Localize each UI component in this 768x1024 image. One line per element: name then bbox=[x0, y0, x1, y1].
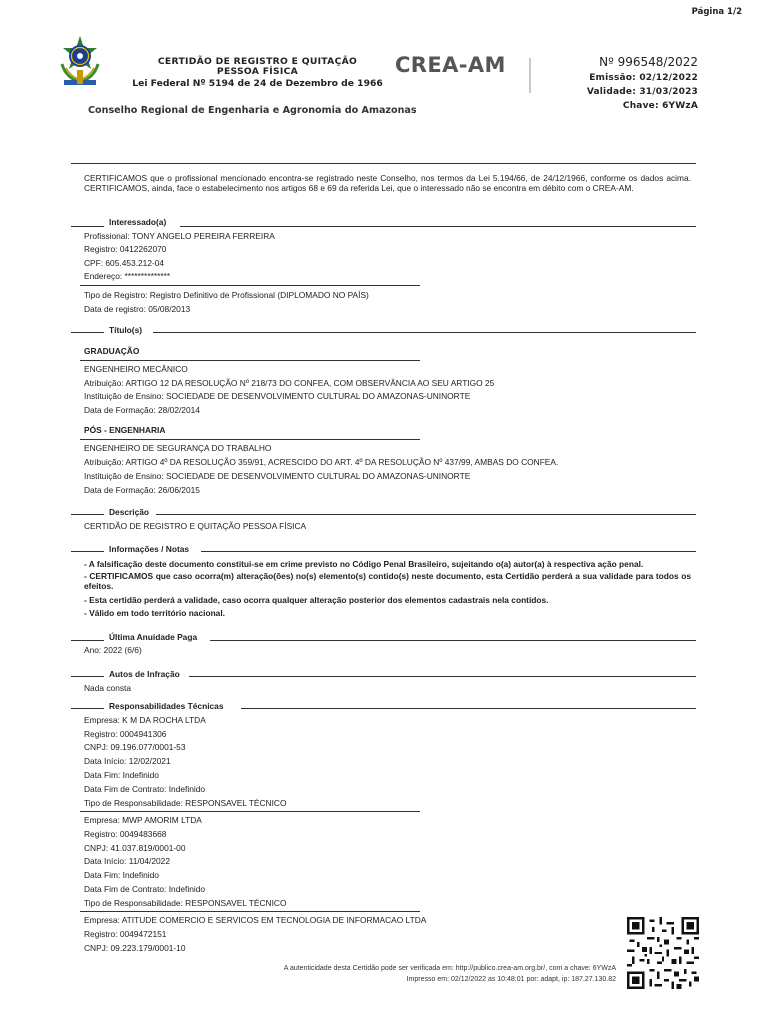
graduacao-instituicao: Instituição de Ensino: SOCIEDADE DE DESENVOLVIMENTO CULTURAL DO AMAZONAS-UNINORTE bbox=[84, 391, 471, 401]
section-notas-label: Informações / Notas bbox=[109, 544, 190, 554]
nota-2: - CERTIFICAMOS que caso ocorra(m) alteração(ões) no(s) elemento(s) contido(s) neste documento, esta Certidão perderá a sua validade para todos os efeitos. bbox=[84, 571, 691, 591]
divider bbox=[71, 640, 104, 641]
empresa-3: Empresa: ATITUDE COMERCIO E SERVICOS EM TECNOLOGIA DE INFORMACAO LTDA bbox=[84, 915, 427, 925]
divider bbox=[210, 640, 696, 641]
divider bbox=[180, 226, 696, 227]
page-number: Página 1/2 bbox=[691, 7, 742, 17]
empresa-1-fim: Data Fim: Indefinido bbox=[84, 770, 159, 780]
graduacao-atribuicao: Atribuição: ARTIGO 12 DA RESOLUÇÃO Nº 218/73 DO CONFEA, COM OBSERVÂNCIA AO SEU ARTIGO 25 bbox=[84, 378, 495, 388]
empresa-2-fim-contrato: Data Fim de Contrato: Indefinido bbox=[84, 884, 206, 894]
empresa-2: Empresa: MWP AMORIM LTDA bbox=[84, 815, 202, 825]
divider bbox=[71, 708, 104, 709]
empresa-1-cnpj: CNPJ: 09.196.077/0001-53 bbox=[84, 742, 186, 752]
divider bbox=[156, 514, 696, 515]
graduacao-titulo: ENGENHEIRO MECÂNICO bbox=[84, 364, 188, 374]
divider bbox=[201, 551, 696, 552]
nota-3: - Esta certidão perderá a validade, caso ocorra qualquer alteração posterior dos elementos cadastrais nela contidos. bbox=[84, 595, 549, 605]
divider bbox=[189, 676, 696, 677]
qr-code-icon[interactable] bbox=[627, 917, 699, 989]
divider bbox=[153, 332, 696, 333]
anuidade-ano: Ano: 2022 (6/6) bbox=[84, 645, 142, 655]
empresa-3-cnpj: CNPJ: 09.223.179/0001-10 bbox=[84, 943, 186, 953]
divider bbox=[71, 163, 696, 164]
validity-date: Validade: 31/03/2023 bbox=[586, 87, 698, 97]
descricao-text: CERTIDÃO DE REGISTRO E QUITAÇÃO PESSOA FÍSICA bbox=[84, 521, 307, 531]
empresa-1: Empresa: K M DA ROCHA LTDA bbox=[84, 715, 206, 725]
empresa-1-registro: Registro: 0004941306 bbox=[84, 729, 167, 739]
divider bbox=[80, 439, 420, 440]
emission-date: Emissão: 02/12/2022 bbox=[589, 73, 698, 83]
authenticity-note: A autenticidade desta Certidão pode ser verificada em: http://publico.crea-am.org.br/, com a chave: 6YWzA bbox=[283, 965, 616, 972]
empresa-1-fim-contrato: Data Fim de Contrato: Indefinido bbox=[84, 784, 206, 794]
certificate-meta bbox=[587, 71, 698, 113]
empresa-2-cnpj: CNPJ: 41.037.819/0001-00 bbox=[84, 843, 186, 853]
data-registro: Data de registro: 05/08/2013 bbox=[84, 304, 191, 314]
nota-4: - Válido em todo território nacional. bbox=[84, 608, 225, 618]
graduacao-data: Data de Formação: 28/02/2014 bbox=[84, 405, 200, 415]
empresa-2-inicio: Data Início: 11/04/2022 bbox=[84, 856, 170, 866]
pos-data: Data de Formação: 26/06/2015 bbox=[84, 485, 200, 495]
law-reference: Lei Federal Nº 5194 de 24 de Dezembro de 1966 bbox=[132, 78, 383, 89]
certificate-title: CERTIDÃO DE REGISTRO E QUITAÇÃO PESSOA FÍSICA bbox=[157, 56, 358, 77]
header-divider bbox=[529, 58, 531, 93]
pos-titulo: ENGENHEIRO DE SEGURANÇA DO TRABALHO bbox=[84, 443, 272, 453]
empresa-1-tipo: Tipo de Responsabilidade: RESPONSAVEL TÉCNICO bbox=[84, 798, 287, 808]
section-titulos-label: Título(s) bbox=[109, 325, 143, 335]
divider bbox=[71, 551, 104, 552]
divider bbox=[80, 911, 420, 912]
printed-info: Impresso em: 02/12/2022 as 10:48:01 por: adapt, ip: 187.27.130.82 bbox=[406, 976, 616, 983]
divider bbox=[71, 226, 104, 227]
profissional: Profissional: TONY ANGELO PEREIRA FERREIRA bbox=[84, 231, 275, 241]
section-responsabilidades-label: Responsabilidades Técnicas bbox=[109, 701, 224, 711]
section-autos-label: Autos de Infração bbox=[109, 669, 180, 679]
divider bbox=[80, 811, 420, 812]
tipo-registro: Tipo de Registro: Registro Definitivo de Profissional (DIPLOMADO NO PAÍS) bbox=[84, 290, 369, 300]
endereco: Endereço: ************** bbox=[84, 271, 171, 281]
brand-title: CREA-AM bbox=[395, 53, 506, 77]
brazil-coat-of-arms-icon bbox=[56, 34, 104, 90]
registro: Registro: 0412262070 bbox=[84, 244, 167, 254]
divider bbox=[71, 332, 104, 333]
pos-heading: PÓS - ENGENHARIA bbox=[84, 425, 166, 435]
section-descricao-label: Descrição bbox=[109, 507, 150, 517]
divider bbox=[241, 708, 696, 709]
graduacao-heading: GRADUAÇÃO bbox=[84, 346, 140, 356]
cpf: CPF: 605.453.212-04 bbox=[84, 258, 165, 268]
certificate-number: Nº 996548/2022 bbox=[599, 55, 698, 69]
divider bbox=[80, 360, 420, 361]
pos-instituicao: Instituição de Ensino: SOCIEDADE DE DESENVOLVIMENTO CULTURAL DO AMAZONAS-UNINORTE bbox=[84, 471, 471, 481]
divider bbox=[80, 285, 420, 286]
empresa-2-fim: Data Fim: Indefinido bbox=[84, 870, 159, 880]
empresa-3-registro: Registro: 0049472151 bbox=[84, 929, 167, 939]
intro-text: CERTIFICAMOS que o profissional mencionado encontra-se registrado neste Conselho, nos termos da Lei 5.194/66, de 24/12/1966, conforme os dados acima. CERTIFICAMOS, ainda, face o estabelecimento nos artigos 68 e 69 da referida Lei, que o interessado não se encontra em débito com o CREA-AM. bbox=[84, 173, 691, 193]
divider bbox=[71, 514, 104, 515]
empresa-2-tipo: Tipo de Responsabilidade: RESPONSAVEL TÉCNICO bbox=[84, 898, 287, 908]
divider bbox=[71, 676, 104, 677]
empresa-1-inicio: Data Início: 12/02/2021 bbox=[84, 756, 171, 766]
pos-atribuicao: Atribuição: ARTIGO 4º DA RESOLUÇÃO 359/91, ACRESCIDO DO ART. 4º DA RESOLUÇÃO Nº 437/99, AMBAS DO CONFEA. bbox=[84, 457, 559, 467]
verification-key: Chave: 6YWzA bbox=[622, 101, 698, 111]
council-name: Conselho Regional de Engenharia e Agronomia do Amazonas bbox=[88, 105, 417, 116]
section-interessado-label: Interessado(a) bbox=[109, 217, 167, 227]
nota-1: - A falsificação deste documento constitui-se em crime previsto no Código Penal Brasileiro, sujeitando o(a) autor(a) à respectiva ação penal. bbox=[84, 559, 644, 569]
autos-text: Nada consta bbox=[84, 683, 132, 693]
section-anuidade-label: Última Anuidade Paga bbox=[109, 632, 198, 642]
empresa-2-registro: Registro: 0049483668 bbox=[84, 829, 167, 839]
